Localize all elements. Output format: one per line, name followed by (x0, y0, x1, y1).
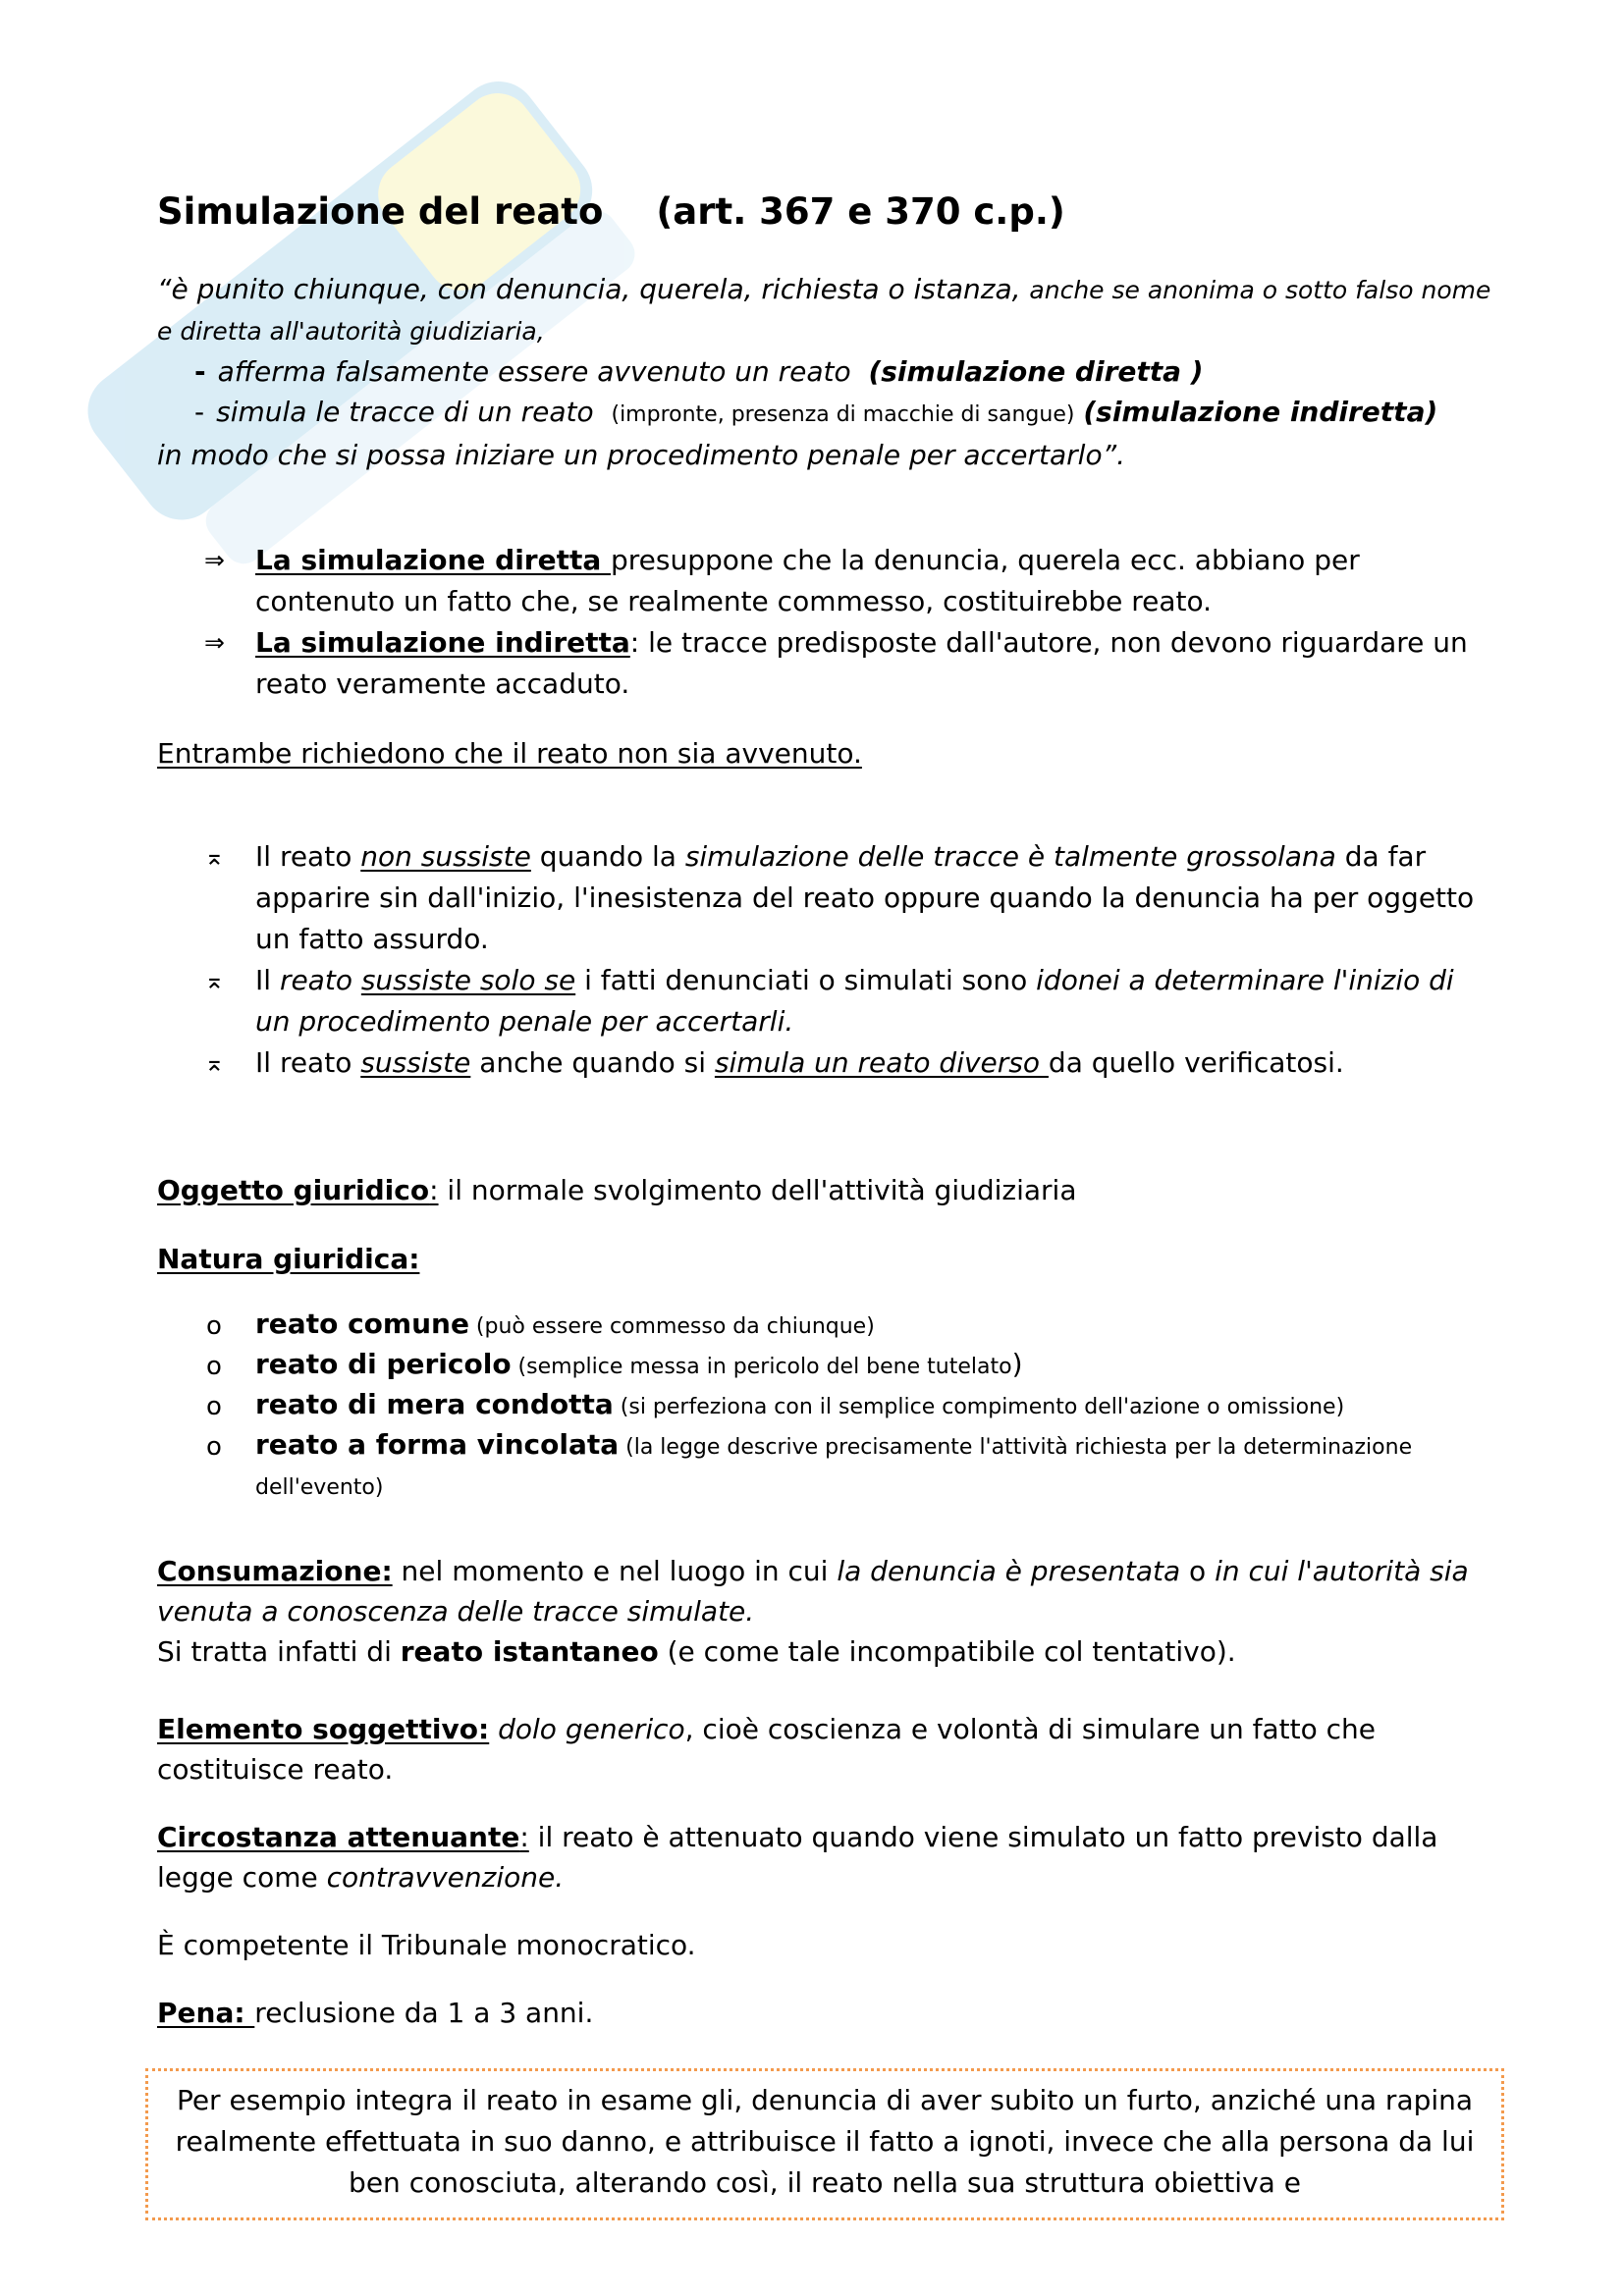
title-articles: (art. 367 e 370 c.p.) (656, 190, 1065, 233)
up-arrowhead-icon: ⌅ (204, 1048, 225, 1077)
quote-item-indirect: - simula le tracce di un reato (impronte, presenza di macchie di sangue) (simulazione indiretta) (194, 396, 1438, 428)
competent-court: È competente il Tribunale monocratico. (157, 1929, 696, 1961)
circle-bullet-icon: o (206, 1352, 222, 1381)
mitigating-circumstance: Circostanza attenuante: il reato è attenuato quando viene simulato un fatto previsto dalla legge come contravvenzione. (157, 1821, 1438, 1894)
list-item: o reato di mera condotta (si perfeziona con il semplice compimento dell'azione o omissione) (157, 1386, 1492, 1426)
penalty: Pena: reclusione da 1 a 3 anni. (157, 1997, 594, 2029)
consummation: Consumazione: nel momento e nel luogo in cui la denuncia è presentata o in cui l'autorità sia venuta a conoscenza delle tracce simulate. Si tratta infatti di reato istantaneo (e come tale incompatibile col tentativo). (157, 1555, 1469, 1668)
example-callout: Per esempio integra il reato in esame gli, denuncia di aver subito un furto, anziché una rapina realmente effettuata in suo danno, e attribuisce il fatto a ignoti, invece che alla persona da lui ben conosciuta, alterando così, il reato nella sua struttura obiettiva e (145, 2068, 1504, 2220)
quote-open: “è punito chiunque, con denuncia, querela, richiesta o istanza, anche se anonima o sotto falso nome e diretta all'autorità giudiziaria, (157, 273, 1491, 346)
legal-nature-list (157, 1306, 1492, 1507)
term: La simulazione indiretta (255, 626, 630, 659)
up-arrowhead-icon: ⌅ (204, 966, 225, 994)
quote-item-direct: - afferma falsamente essere avvenuto un reato (simulazione diretta ) (194, 355, 1204, 388)
circle-bullet-icon: o (206, 1432, 222, 1462)
list-item: o reato di pericolo (semplice messa in pericolo del bene tutelato) (157, 1346, 1492, 1386)
list-item: ⌅ Il reato sussiste anche quando si simula un reato diverso da quello verificatosi. (157, 1042, 1492, 1084)
page-title (157, 188, 1065, 236)
both-require-note: Entrambe richiedono che il reato non sia avvenuto. (157, 737, 862, 770)
list-item: ⌅ Il reato non sussiste quando la simulazione delle tracce è talmente grossolana da far apparire sin dall'inizio, l'inesistenza del reato oppure quando la denuncia ha per oggetto un fatto assurdo. (157, 836, 1492, 960)
existence-conditions-list (157, 836, 1492, 1084)
simulation-types-list (157, 540, 1492, 705)
term: La simulazione diretta (255, 544, 612, 576)
quote-close: in modo che si possa iniziare un procedimento penale per accertarlo”. (157, 439, 1126, 471)
legal-nature-heading: Natura giuridica: (157, 1243, 420, 1275)
circle-bullet-icon: o (206, 1392, 222, 1421)
list-item: ⌅ Il reato sussiste solo se i fatti denunciati o simulati sono idonei a determinare l'inizio di un procedimento penale per accertarli. (157, 960, 1492, 1042)
law-quote (157, 269, 1492, 475)
list-item: ⇒ La simulazione diretta presuppone che la denuncia, querela ecc. abbiano per contenuto un fatto che, se realmente commesso, costituirebbe reato. (157, 540, 1492, 622)
list-item: ⇒ La simulazione indiretta: le tracce predisposte dall'autore, non devono riguardare un reato veramente accaduto. (157, 622, 1492, 705)
subjective-element: Elemento soggettivo: dolo generico, cioè coscienza e volontà di simulare un fatto che costituisce reato. (157, 1713, 1376, 1786)
implies-arrow-icon: ⇒ (204, 628, 225, 657)
list-item: o reato comune (può essere commesso da chiunque) (157, 1306, 1492, 1346)
implies-arrow-icon: ⇒ (204, 546, 225, 574)
circle-bullet-icon: o (206, 1311, 222, 1341)
title-main: Simulazione del reato (157, 190, 604, 233)
legal-object: Oggetto giuridico: il normale svolgimento dell'attività giudiziaria (157, 1174, 1077, 1206)
up-arrowhead-icon: ⌅ (204, 842, 225, 871)
list-item: o reato a forma vincolata (la legge descrive precisamente l'attività richiesta per la determinazione dell'evento) (206, 1428, 1413, 1500)
